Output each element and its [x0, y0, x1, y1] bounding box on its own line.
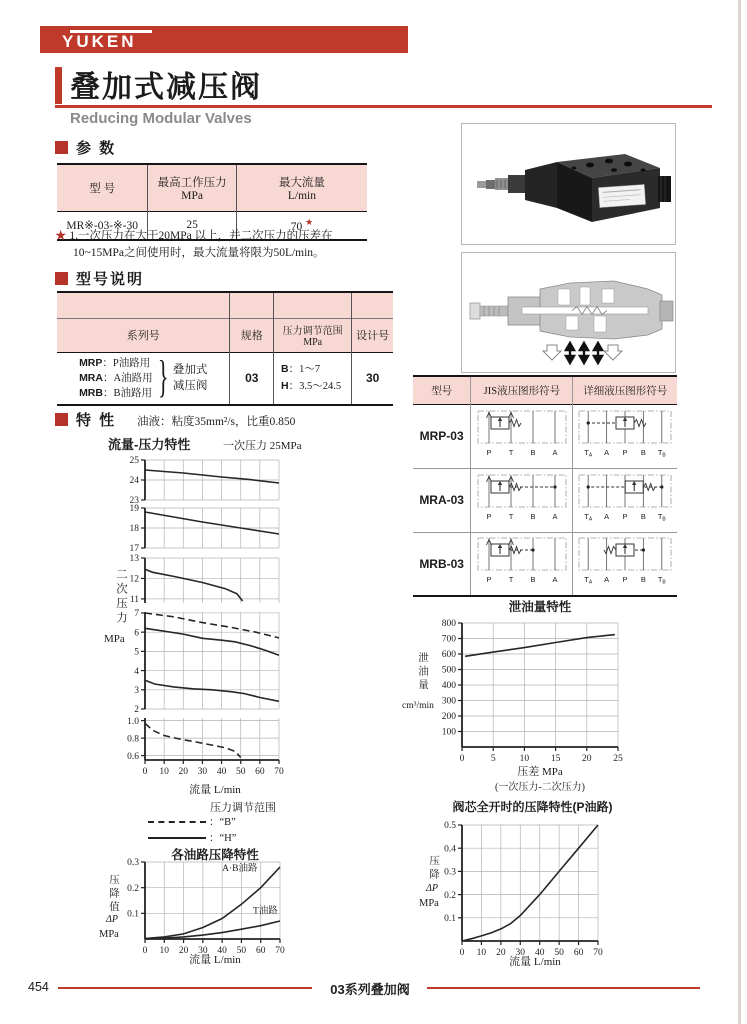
- model-code-size: [230, 292, 274, 318]
- drain-xlabel-sub: (一次压力-二次压力): [495, 782, 585, 793]
- brace-glyph: }: [157, 352, 169, 403]
- svg-text:50: 50: [554, 948, 564, 958]
- drop-chart: [117, 856, 288, 966]
- drop-yunit: MPa: [99, 929, 119, 940]
- svg-text:0.1: 0.1: [444, 914, 456, 924]
- model-heading-label: 型号说明: [76, 271, 145, 288]
- svg-text:30: 30: [197, 767, 208, 777]
- svg-text:19: 19: [129, 504, 139, 515]
- svg-text:TB: $T_B$: [658, 575, 666, 586]
- legend-title: 压力调节范围: [210, 802, 276, 814]
- svg-text:TB: $T_B$: [658, 447, 666, 458]
- params-col-model: 型 号: [57, 164, 148, 211]
- model-range-cell: B：1～7 H：3.5～24.5: [274, 352, 352, 405]
- svg-text:TA: $T_A$: [584, 511, 593, 522]
- drain-chart: [434, 611, 626, 774]
- svg-text:0: 0: [142, 767, 148, 777]
- params-table-header-row: [57, 164, 367, 211]
- svg-text:0: 0: [142, 946, 148, 956]
- model-code-design: [352, 292, 393, 318]
- svg-text:30: 30: [515, 948, 526, 958]
- valve-photo-illustration: [462, 124, 675, 244]
- star-icon: ★: [305, 217, 314, 228]
- params-flow-value: 70 ★: [236, 211, 367, 240]
- flow-pressure-xlabel: 流量 L/min: [189, 784, 241, 796]
- page-number: 454: [28, 980, 49, 994]
- svg-text:TB: $T_B$: [658, 511, 666, 522]
- svg-text:0.1: 0.1: [127, 909, 139, 920]
- svg-text:0.5: 0.5: [444, 821, 456, 832]
- section-bullet-icon: [55, 141, 68, 154]
- svg-text:4: 4: [134, 666, 139, 677]
- svg-text:25: 25: [613, 754, 623, 764]
- svg-text:A·B油路: A·B油路: [222, 863, 258, 874]
- model-detail-row: [57, 352, 393, 405]
- svg-text:300: 300: [441, 696, 456, 707]
- svg-text:20: 20: [178, 946, 189, 956]
- full-open-chart: [434, 813, 606, 968]
- model-series-cell: MRP：P油路用 MRA：A油路用 MRB：B油路用 } 叠加式 减压阀: [57, 352, 230, 405]
- svg-text:T: T: [508, 511, 514, 521]
- svg-text:TA: $T_A$: [584, 447, 593, 458]
- svg-text:P: P: [622, 575, 628, 585]
- drop-ysub: ΔP: [106, 914, 118, 925]
- flow-pressure-chart-title: 流量-压力特性: [108, 437, 191, 452]
- svg-text:30: 30: [198, 946, 208, 956]
- svg-text:3: 3: [134, 685, 139, 696]
- svg-text:18: 18: [129, 524, 139, 535]
- svg-text:11: 11: [129, 595, 139, 606]
- svg-text:B: B: [530, 447, 536, 457]
- symbol-col-jis: JIS液压图形符号: [471, 376, 573, 404]
- model-code-table: [57, 291, 393, 406]
- svg-text:A: A: [552, 447, 558, 457]
- drain-yunit: cm³/min: [402, 701, 434, 711]
- svg-text:40: 40: [216, 767, 227, 777]
- title-underline: [55, 105, 712, 108]
- svg-text:50: 50: [235, 767, 246, 777]
- svg-text:20: 20: [582, 754, 592, 764]
- svg-text:5: 5: [490, 754, 496, 764]
- full-open-xlabel: 流量 L/min: [509, 956, 561, 968]
- svg-text:12: 12: [129, 574, 139, 585]
- flow-pressure-yunit: MPa: [104, 633, 125, 645]
- model-sub-design: 设计号: [352, 318, 393, 352]
- model-spec-value: 03: [230, 352, 274, 405]
- svg-text:40: 40: [217, 946, 227, 956]
- model-code-range: [274, 292, 352, 318]
- svg-text:10: 10: [519, 754, 530, 764]
- svg-text:P: P: [622, 511, 628, 521]
- svg-text:400: 400: [441, 681, 456, 692]
- mrb-jis-symbol: [471, 532, 573, 596]
- svg-text:100: 100: [441, 727, 456, 738]
- svg-text:6: 6: [134, 628, 139, 639]
- svg-text:0.6: 0.6: [127, 751, 139, 762]
- params-heading-label: 参 数: [76, 140, 117, 157]
- svg-text:13: 13: [129, 554, 139, 565]
- model-subheader-row: [57, 318, 393, 352]
- mrp-jis-symbol: [471, 404, 573, 468]
- features-heading-label: 特 性: [76, 412, 117, 429]
- symbol-col-detail: 详细液压图形符号: [573, 376, 677, 404]
- symbol-row-mrb: MRB-03 P T B A $T_A$ A P B $T_B$: [413, 532, 677, 596]
- flow-pressure-chart: [117, 454, 287, 787]
- svg-text:1.0: 1.0: [127, 716, 139, 727]
- svg-text:800: 800: [441, 619, 456, 630]
- symbol-col-model: 型号: [413, 376, 471, 404]
- params-col-flow: 最大流量 L/min: [236, 164, 367, 211]
- model-sub-spec: 规格: [230, 318, 274, 352]
- svg-text:0.2: 0.2: [127, 883, 139, 894]
- model-sub-range: 压力调节范围 MPa: [274, 318, 352, 352]
- svg-text:10: 10: [159, 767, 169, 777]
- drop-ylabel: 压降值: [108, 874, 119, 915]
- svg-text:17: 17: [129, 544, 139, 555]
- svg-text:T: T: [508, 447, 514, 457]
- footer-rule-left: [58, 987, 312, 989]
- title-accent-bar: [55, 67, 62, 104]
- svg-text:0.4: 0.4: [444, 844, 456, 855]
- fluid-note: 油液：粘度35mm²/s，比重0.850: [137, 416, 296, 428]
- page-title: 叠加式减压阀: [70, 71, 262, 104]
- svg-text:70: 70: [274, 767, 284, 777]
- svg-text:0.8: 0.8: [127, 734, 139, 745]
- svg-text:T: T: [508, 575, 514, 585]
- mrp-detail-symbol: [573, 404, 677, 468]
- svg-text:0: 0: [459, 948, 465, 958]
- svg-text:10: 10: [476, 948, 487, 958]
- params-col-pressure: 最高工作压力 MPa: [148, 164, 237, 211]
- yuken-logo: YUKEN: [62, 32, 137, 51]
- svg-text:20: 20: [178, 767, 189, 777]
- svg-text:700: 700: [441, 634, 456, 645]
- model-sub-series: 系列号: [57, 318, 230, 352]
- svg-text:A: A: [604, 447, 610, 457]
- symbol-table: [413, 375, 677, 597]
- svg-text:60: 60: [255, 767, 265, 777]
- section-bullet-icon: [55, 413, 68, 426]
- svg-text:2: 2: [134, 705, 139, 716]
- svg-text:0.3: 0.3: [127, 858, 139, 869]
- svg-text:A: A: [604, 575, 610, 585]
- section-heading-model: [55, 268, 144, 289]
- section-bullet-icon: [55, 272, 68, 285]
- drain-xlabel: 压差 MPa: [517, 766, 563, 778]
- svg-text:25: 25: [129, 456, 139, 467]
- drain-chart-title: 泄油量特性: [508, 600, 572, 614]
- svg-text:200: 200: [441, 712, 456, 723]
- page-edge: [738, 0, 741, 1024]
- model-code-row: [57, 292, 393, 318]
- svg-text:0.2: 0.2: [444, 890, 456, 901]
- svg-text:0: 0: [459, 754, 465, 764]
- params-pressure-value: 25: [148, 211, 237, 240]
- legend-dashed-line: [148, 821, 206, 823]
- mra-detail-symbol: [573, 468, 677, 532]
- legend-dashed-label: ：“B”: [209, 817, 236, 828]
- svg-text:B: B: [641, 447, 647, 457]
- legend-solid-line: [148, 837, 206, 839]
- flow-pressure-chart-note: 一次压力 25MPa: [223, 440, 302, 452]
- model-design-value: 30: [352, 352, 393, 405]
- svg-text:500: 500: [441, 665, 456, 676]
- brand-banner: [40, 26, 408, 53]
- flow-pressure-ylabel: 二次压力: [115, 568, 127, 626]
- params-footnote: ★ 1.一次压力在大于20MPa 以上，并二次压力的压差在 10~15MPa之间使用时，最大流量将限为50L/min。: [55, 230, 333, 259]
- cross-section-diagram: [461, 252, 676, 373]
- symbol-row-mrp: MRP-03 P T B A $T_A$ A P B $T_B$: [413, 404, 677, 468]
- svg-text:A: A: [552, 511, 558, 521]
- mra-jis-symbol: [471, 468, 573, 532]
- svg-text:24: 24: [129, 476, 139, 487]
- svg-text:P: P: [622, 447, 628, 457]
- symbol-table-header-row: [413, 376, 677, 404]
- drop-xlabel: 流量 L/min: [189, 954, 241, 966]
- valve-section-illustration: [462, 253, 675, 372]
- svg-text:A: A: [552, 575, 558, 585]
- star-icon: ★: [55, 230, 67, 242]
- svg-text:5: 5: [134, 647, 139, 658]
- drop-chart-title: 各油路压降特性: [171, 848, 259, 862]
- svg-text:15: 15: [550, 754, 561, 764]
- section-heading-features: [55, 409, 116, 430]
- model-code-series: [57, 292, 230, 318]
- symbol-row-mra: MRA-03 P T B A $T_A$ A P B $T_B$: [413, 468, 677, 532]
- footer-rule-right: [427, 987, 700, 989]
- svg-text:7: 7: [134, 609, 139, 620]
- legend-solid-label: ：“H”: [209, 833, 237, 844]
- svg-text:60: 60: [573, 948, 584, 958]
- svg-text:A: A: [604, 511, 610, 521]
- section-heading-params: [55, 137, 116, 158]
- full-open-ysub: ΔP: [426, 883, 438, 894]
- svg-text:10: 10: [159, 946, 170, 956]
- svg-text:T油路: T油路: [253, 906, 278, 917]
- full-open-chart-title: 阀芯全开时的压降特性(P油路): [452, 800, 613, 814]
- svg-text:P: P: [486, 575, 492, 585]
- svg-text:20: 20: [496, 948, 506, 958]
- full-open-yunit: MPa: [419, 898, 439, 909]
- svg-text:P: P: [486, 511, 492, 521]
- svg-text:600: 600: [441, 650, 456, 661]
- page-subtitle: Reducing Modular Valves: [70, 110, 252, 127]
- drain-ylabel: 泄油量: [417, 652, 428, 693]
- svg-text:B: B: [530, 575, 536, 585]
- svg-text:TA: $T_A$: [584, 575, 593, 586]
- svg-text:70: 70: [275, 946, 285, 956]
- svg-text:70: 70: [593, 948, 603, 958]
- params-model-value: MR※-03-※-30: [57, 211, 148, 240]
- svg-text:50: 50: [236, 946, 247, 956]
- svg-text:23: 23: [129, 496, 139, 507]
- svg-text:40: 40: [534, 948, 545, 958]
- footer-series-label: 03系列叠加阀: [330, 982, 410, 997]
- mrb-detail-symbol: [573, 532, 677, 596]
- product-photo: [461, 123, 676, 245]
- svg-text:B: B: [641, 575, 647, 585]
- svg-text:60: 60: [255, 946, 266, 956]
- full-open-ylabel: 压降: [428, 855, 439, 882]
- svg-text:B: B: [641, 511, 647, 521]
- svg-text:0.3: 0.3: [444, 867, 456, 878]
- svg-text:B: B: [530, 511, 536, 521]
- svg-text:P: P: [486, 447, 492, 457]
